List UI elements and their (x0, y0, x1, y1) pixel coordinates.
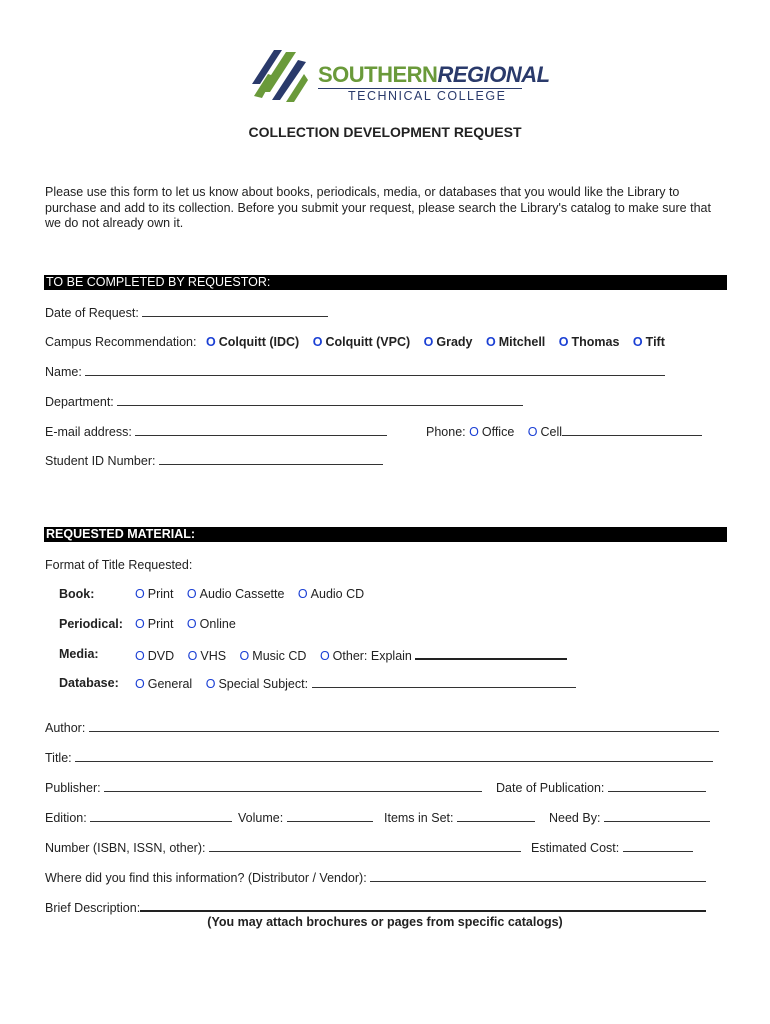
database-label: Database: (59, 676, 119, 690)
estimated-cost-row (531, 840, 693, 855)
student-id-field[interactable] (159, 453, 383, 465)
logo-subtitle: TECHNICAL COLLEGE (348, 89, 507, 103)
intro-line-2: purchase and add to its collection. Before you submit your request, please search the Library's catalog to make sure that (45, 201, 711, 215)
phone-option-office[interactable]: O Office (469, 425, 515, 439)
volume-row (238, 810, 373, 825)
volume-field[interactable] (287, 810, 373, 822)
number-field[interactable] (209, 840, 521, 852)
date-of-request-label: Date of Request: (45, 306, 139, 320)
book-option-audio-cassette[interactable]: O Audio Cassette (186, 587, 285, 601)
student-id-row (45, 453, 383, 468)
author-label: Author: (45, 721, 86, 735)
where-found-label: Where did you find this information? (Distributor / Vendor): (45, 871, 367, 885)
publication-date-field[interactable] (608, 780, 706, 792)
page-title: COLLECTION DEVELOPMENT REQUEST (248, 124, 522, 140)
phone-label: Phone: (426, 425, 466, 439)
database-option-general[interactable]: O General (135, 677, 193, 691)
book-label: Book: (59, 587, 95, 601)
publication-date-row (496, 780, 706, 795)
number-label: Number (ISBN, ISSN, other): (45, 841, 206, 855)
database-option-special-subject[interactable]: O Special Subject: (205, 677, 309, 691)
campus-option-mitchell[interactable]: O Mitchell (486, 335, 546, 349)
logo-word-regional: REGIONAL (437, 62, 550, 87)
email-row (45, 424, 387, 439)
periodical-option-online[interactable]: O Online (186, 617, 236, 631)
campus-option-colquitt-vpc[interactable]: O Colquitt (VPC) (312, 335, 411, 349)
campus-option-colquitt-idc[interactable]: O Colquitt (IDC) (205, 335, 300, 349)
need-by-label: Need By: (549, 811, 601, 825)
attach-note: (You may attach brochures or pages from specific catalogs) (207, 915, 563, 929)
media-options (135, 647, 567, 663)
items-in-set-row (384, 810, 535, 825)
where-found-field[interactable] (370, 870, 706, 882)
logo-word-southern: SOUTHERN (318, 62, 438, 87)
department-field[interactable] (117, 394, 523, 406)
date-of-request-row (45, 305, 328, 320)
edition-row (45, 810, 232, 825)
publisher-field[interactable] (104, 780, 482, 792)
need-by-row (549, 810, 710, 825)
periodical-option-print[interactable]: O Print (135, 617, 174, 631)
phone-option-cell[interactable]: O Cell (527, 425, 563, 439)
student-id-label: Student ID Number: (45, 454, 156, 468)
periodical-options (135, 617, 246, 631)
logo-emblem-icon (246, 44, 312, 106)
material-section-header: REQUESTED MATERIAL: (44, 527, 727, 542)
intro-line-1: Please use this form to let us know about books, periodicals, media, or databases that you would like the Library to (45, 185, 680, 199)
edition-field[interactable] (90, 810, 232, 822)
email-label: E-mail address: (45, 425, 132, 439)
campus-recommendation-row (45, 335, 675, 349)
media-option-music-cd[interactable]: O Music CD (239, 649, 307, 663)
title-row (45, 750, 713, 765)
database-options (135, 676, 576, 691)
edition-label: Edition: (45, 811, 87, 825)
intro-line-3: we do not already own it. (45, 216, 184, 230)
author-field[interactable] (89, 720, 719, 732)
format-label: Format of Title Requested: (45, 558, 193, 572)
campus-option-thomas[interactable]: O Thomas (558, 335, 620, 349)
estimated-cost-field[interactable] (623, 840, 693, 852)
book-options (135, 587, 374, 601)
campus-option-grady[interactable]: O Grady (423, 335, 473, 349)
media-option-vhs[interactable]: O VHS (187, 649, 227, 663)
need-by-field[interactable] (604, 810, 710, 822)
college-logo (246, 44, 550, 106)
publisher-label: Publisher: (45, 781, 101, 795)
requestor-section-header: TO BE COMPLETED BY REQUESTOR: (44, 275, 727, 290)
phone-number-field[interactable] (562, 424, 702, 436)
volume-label: Volume: (238, 811, 284, 825)
periodical-label: Periodical: (59, 617, 123, 631)
media-label: Media: (59, 647, 99, 661)
publication-date-label: Date of Publication: (496, 781, 605, 795)
brief-description-field[interactable] (140, 899, 706, 912)
book-option-print[interactable]: O Print (135, 587, 174, 601)
name-label: Name: (45, 365, 82, 379)
database-special-subject-field[interactable] (312, 676, 576, 688)
email-field[interactable] (135, 424, 387, 436)
name-field[interactable] (85, 364, 665, 376)
publisher-row (45, 780, 482, 795)
media-option-other[interactable]: O Other: Explain (319, 649, 412, 663)
phone-row (426, 424, 702, 439)
campus-label: Campus Recommendation: (45, 335, 197, 349)
brief-description-label: Brief Description: (45, 901, 141, 915)
items-in-set-label: Items in Set: (384, 811, 454, 825)
title-field[interactable] (75, 750, 713, 762)
department-row (45, 394, 523, 409)
date-of-request-field[interactable] (142, 305, 328, 317)
estimated-cost-label: Estimated Cost: (531, 841, 620, 855)
book-option-audio-cd[interactable]: O Audio CD (297, 587, 365, 601)
department-label: Department: (45, 395, 114, 409)
number-row (45, 840, 521, 855)
author-row (45, 720, 719, 735)
name-row (45, 364, 665, 379)
items-in-set-field[interactable] (457, 810, 535, 822)
media-other-explain-field[interactable] (415, 647, 567, 660)
brief-description-row (45, 899, 706, 915)
media-option-dvd[interactable]: O DVD (135, 649, 175, 663)
campus-option-tift[interactable]: O Tift (632, 335, 665, 349)
title-label: Title: (45, 751, 72, 765)
where-found-row (45, 870, 706, 885)
